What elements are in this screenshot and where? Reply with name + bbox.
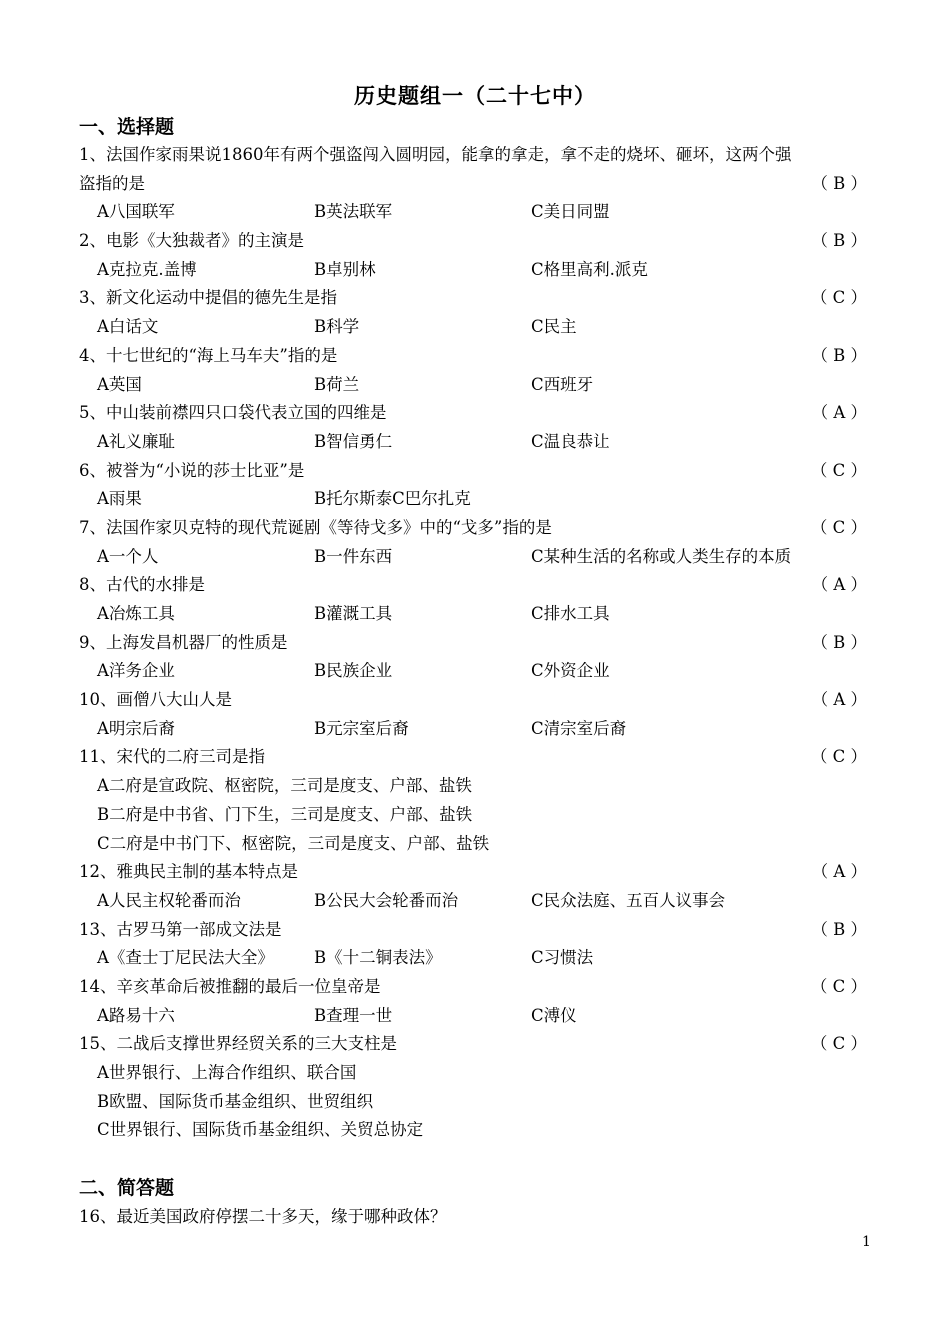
question-stem-line: [79, 284, 879, 313]
option-a: A白话文: [97, 317, 159, 337]
question-stem: 12、雅典民主制的基本特点是: [79, 862, 298, 882]
option-a: A雨果: [97, 489, 142, 509]
question-stem: 6、被誉为“小说的莎士比亚”是: [79, 460, 305, 480]
question-stem-line: [79, 342, 879, 371]
question-stem-line: [79, 141, 879, 170]
options-row: [79, 543, 879, 572]
options-row: [79, 1002, 879, 1031]
option-b: B卓别林: [314, 259, 376, 279]
option-b: B查理一世: [314, 1005, 393, 1025]
option-c: C清宗室后裔: [531, 718, 627, 738]
option-b: B英法联军: [314, 202, 393, 222]
question-stem: 2、电影《大独裁者》的主演是: [79, 231, 304, 251]
question-list: [79, 141, 879, 1145]
option-a: A明宗后裔: [97, 718, 175, 738]
options-row: [79, 485, 879, 514]
page-number: 1: [862, 1234, 871, 1250]
option-b: B元宗室后裔: [314, 718, 409, 738]
option-b: B托尔斯泰C巴尔扎克: [314, 489, 471, 509]
option-b: B民族企业: [314, 661, 393, 681]
answer-mark: （ C ）: [810, 976, 867, 996]
question-stem: 11、宋代的二府三司是指: [79, 747, 265, 767]
option-c: C温良恭让: [531, 431, 610, 451]
answer-mark: （ A ）: [811, 575, 867, 595]
question-stem-line: [79, 973, 879, 1002]
answer-mark: （ B ）: [811, 173, 867, 193]
answer-mark: （ B ）: [811, 919, 867, 939]
question-stem: 8、古代的水排是: [79, 575, 205, 595]
question-stem-line: [79, 399, 879, 428]
document-title: 历史题组一（二十七中）: [354, 84, 596, 108]
question-stem: 10、画僧八大山人是: [79, 690, 232, 710]
options-row: [79, 772, 879, 801]
option-b: B欧盟、国际货币基金组织、世贸组织: [97, 1091, 374, 1111]
option-b: B荷兰: [314, 374, 360, 394]
question-stem: 7、法国作家贝克特的现代荒诞剧《等待戈多》中的“戈多”指的是: [79, 517, 552, 537]
option-b: B公民大会轮番而治: [314, 890, 459, 910]
question-stem-line: [79, 743, 879, 772]
question-stem: 5、中山装前襟四只口袋代表立国的四维是: [79, 403, 387, 423]
answer-mark: （ B ）: [811, 345, 867, 365]
options-row: [79, 657, 879, 686]
options-row: [79, 428, 879, 457]
options-row: [79, 600, 879, 629]
option-a: A八国联军: [97, 202, 175, 222]
options-row: [79, 371, 879, 400]
option-b: B二府是中书省、门下生，三司是度支、户部、盐铁: [97, 804, 473, 824]
option-a: A人民主权轮番而治: [97, 890, 241, 910]
option-c: C民主: [531, 317, 577, 337]
option-a: A《查士丁尼民法大全》: [97, 948, 274, 968]
option-a: A英国: [97, 374, 142, 394]
question-stem: 9、上海发昌机器厂的性质是: [79, 632, 288, 652]
question-stem-line: [79, 916, 879, 945]
answer-mark: （ C ）: [810, 460, 867, 480]
options-row: [79, 313, 879, 342]
option-b: B科学: [314, 317, 360, 337]
options-row: [79, 887, 879, 916]
option-c: C某种生活的名称或人类生存的本质: [531, 546, 792, 566]
section-heading-choice: 一、选择题: [79, 116, 175, 138]
question-stem: 4、十七世纪的“海上马车夫”指的是: [79, 345, 338, 365]
section-heading-short-answer: 二、简答题: [79, 1177, 175, 1199]
option-c: C外资企业: [531, 661, 610, 681]
option-a: A礼义廉耻: [97, 431, 175, 451]
option-c: C溥仪: [531, 1005, 577, 1025]
option-a: A路易十六: [97, 1005, 175, 1025]
question-stem-line: [79, 686, 879, 715]
question-stem-line: [79, 227, 879, 256]
option-c: C西班牙: [531, 374, 594, 394]
question-stem-continued: 盗指的是: [79, 173, 145, 193]
question-stem: 14、辛亥革命后被推翻的最后一位皇帝是: [79, 976, 381, 996]
question-stem-line: [79, 170, 879, 199]
question-stem-line: [79, 1030, 879, 1059]
options-row: [79, 801, 879, 830]
option-b: B灌溉工具: [314, 604, 393, 623]
option-a: A二府是宣政院、枢密院，三司是度支、户部、盐铁: [97, 776, 472, 796]
option-c: C二府是中书门下、枢密院，三司是度支、户部、盐铁: [97, 833, 490, 853]
answer-mark: （ A ）: [811, 862, 867, 882]
question-stem-line: [79, 514, 879, 543]
option-c: C民众法庭、五百人议事会: [531, 890, 726, 910]
options-row: [79, 1116, 879, 1145]
answer-mark: （ B ）: [811, 231, 867, 251]
options-row: [79, 715, 879, 744]
option-c: C排水工具: [531, 604, 610, 623]
option-c: C格里高利.派克: [531, 259, 648, 279]
option-a: A世界银行、上海合作组织、联合国: [97, 1063, 357, 1082]
answer-mark: （ C ）: [810, 517, 867, 537]
question-stem: 3、新文化运动中提倡的德先生是指: [79, 288, 337, 308]
short-answer-question: 16、最近美国政府停摆二十多天，缘于哪种政体？: [79, 1207, 447, 1226]
option-b: B《十二铜表法》: [314, 948, 442, 968]
answer-mark: （ B ）: [811, 632, 867, 652]
answer-mark: （ C ）: [810, 288, 867, 308]
question-stem: 13、古罗马第一部成文法是: [79, 919, 282, 939]
option-c: C世界银行、国际货币基金组织、关贸总协定: [97, 1120, 424, 1140]
question-stem-line: [79, 858, 879, 887]
options-row: [79, 198, 879, 227]
options-row: [79, 1088, 879, 1117]
question-stem-line: [79, 571, 879, 600]
answer-mark: （ C ）: [810, 1034, 867, 1054]
options-row: [79, 1059, 879, 1088]
option-b: B一件东西: [314, 546, 393, 566]
answer-mark: （ C ）: [810, 747, 867, 767]
option-a: A洋务企业: [97, 661, 175, 681]
option-c: C习惯法: [531, 948, 594, 968]
options-row: [79, 944, 879, 973]
question-stem-line: [79, 457, 879, 486]
option-b: B智信勇仁: [314, 431, 393, 451]
question-stem: 15、二战后支撑世界经贸关系的三大支柱是: [79, 1034, 397, 1054]
options-row: [79, 256, 879, 285]
options-row: [79, 830, 879, 859]
question-stem-line: [79, 629, 879, 658]
option-a: A冶炼工具: [97, 604, 175, 623]
question-stem: 1、法国作家雨果说1860年有两个强盗闯入圆明园，能拿的拿走，拿不走的烧坏、砸坏，这两个强: [79, 145, 792, 164]
answer-mark: （ A ）: [811, 690, 867, 710]
option-a: A一个人: [97, 546, 159, 566]
option-a: A克拉克.盖博: [97, 259, 197, 279]
answer-mark: （ A ）: [811, 403, 867, 423]
option-c: C美日同盟: [531, 202, 610, 222]
